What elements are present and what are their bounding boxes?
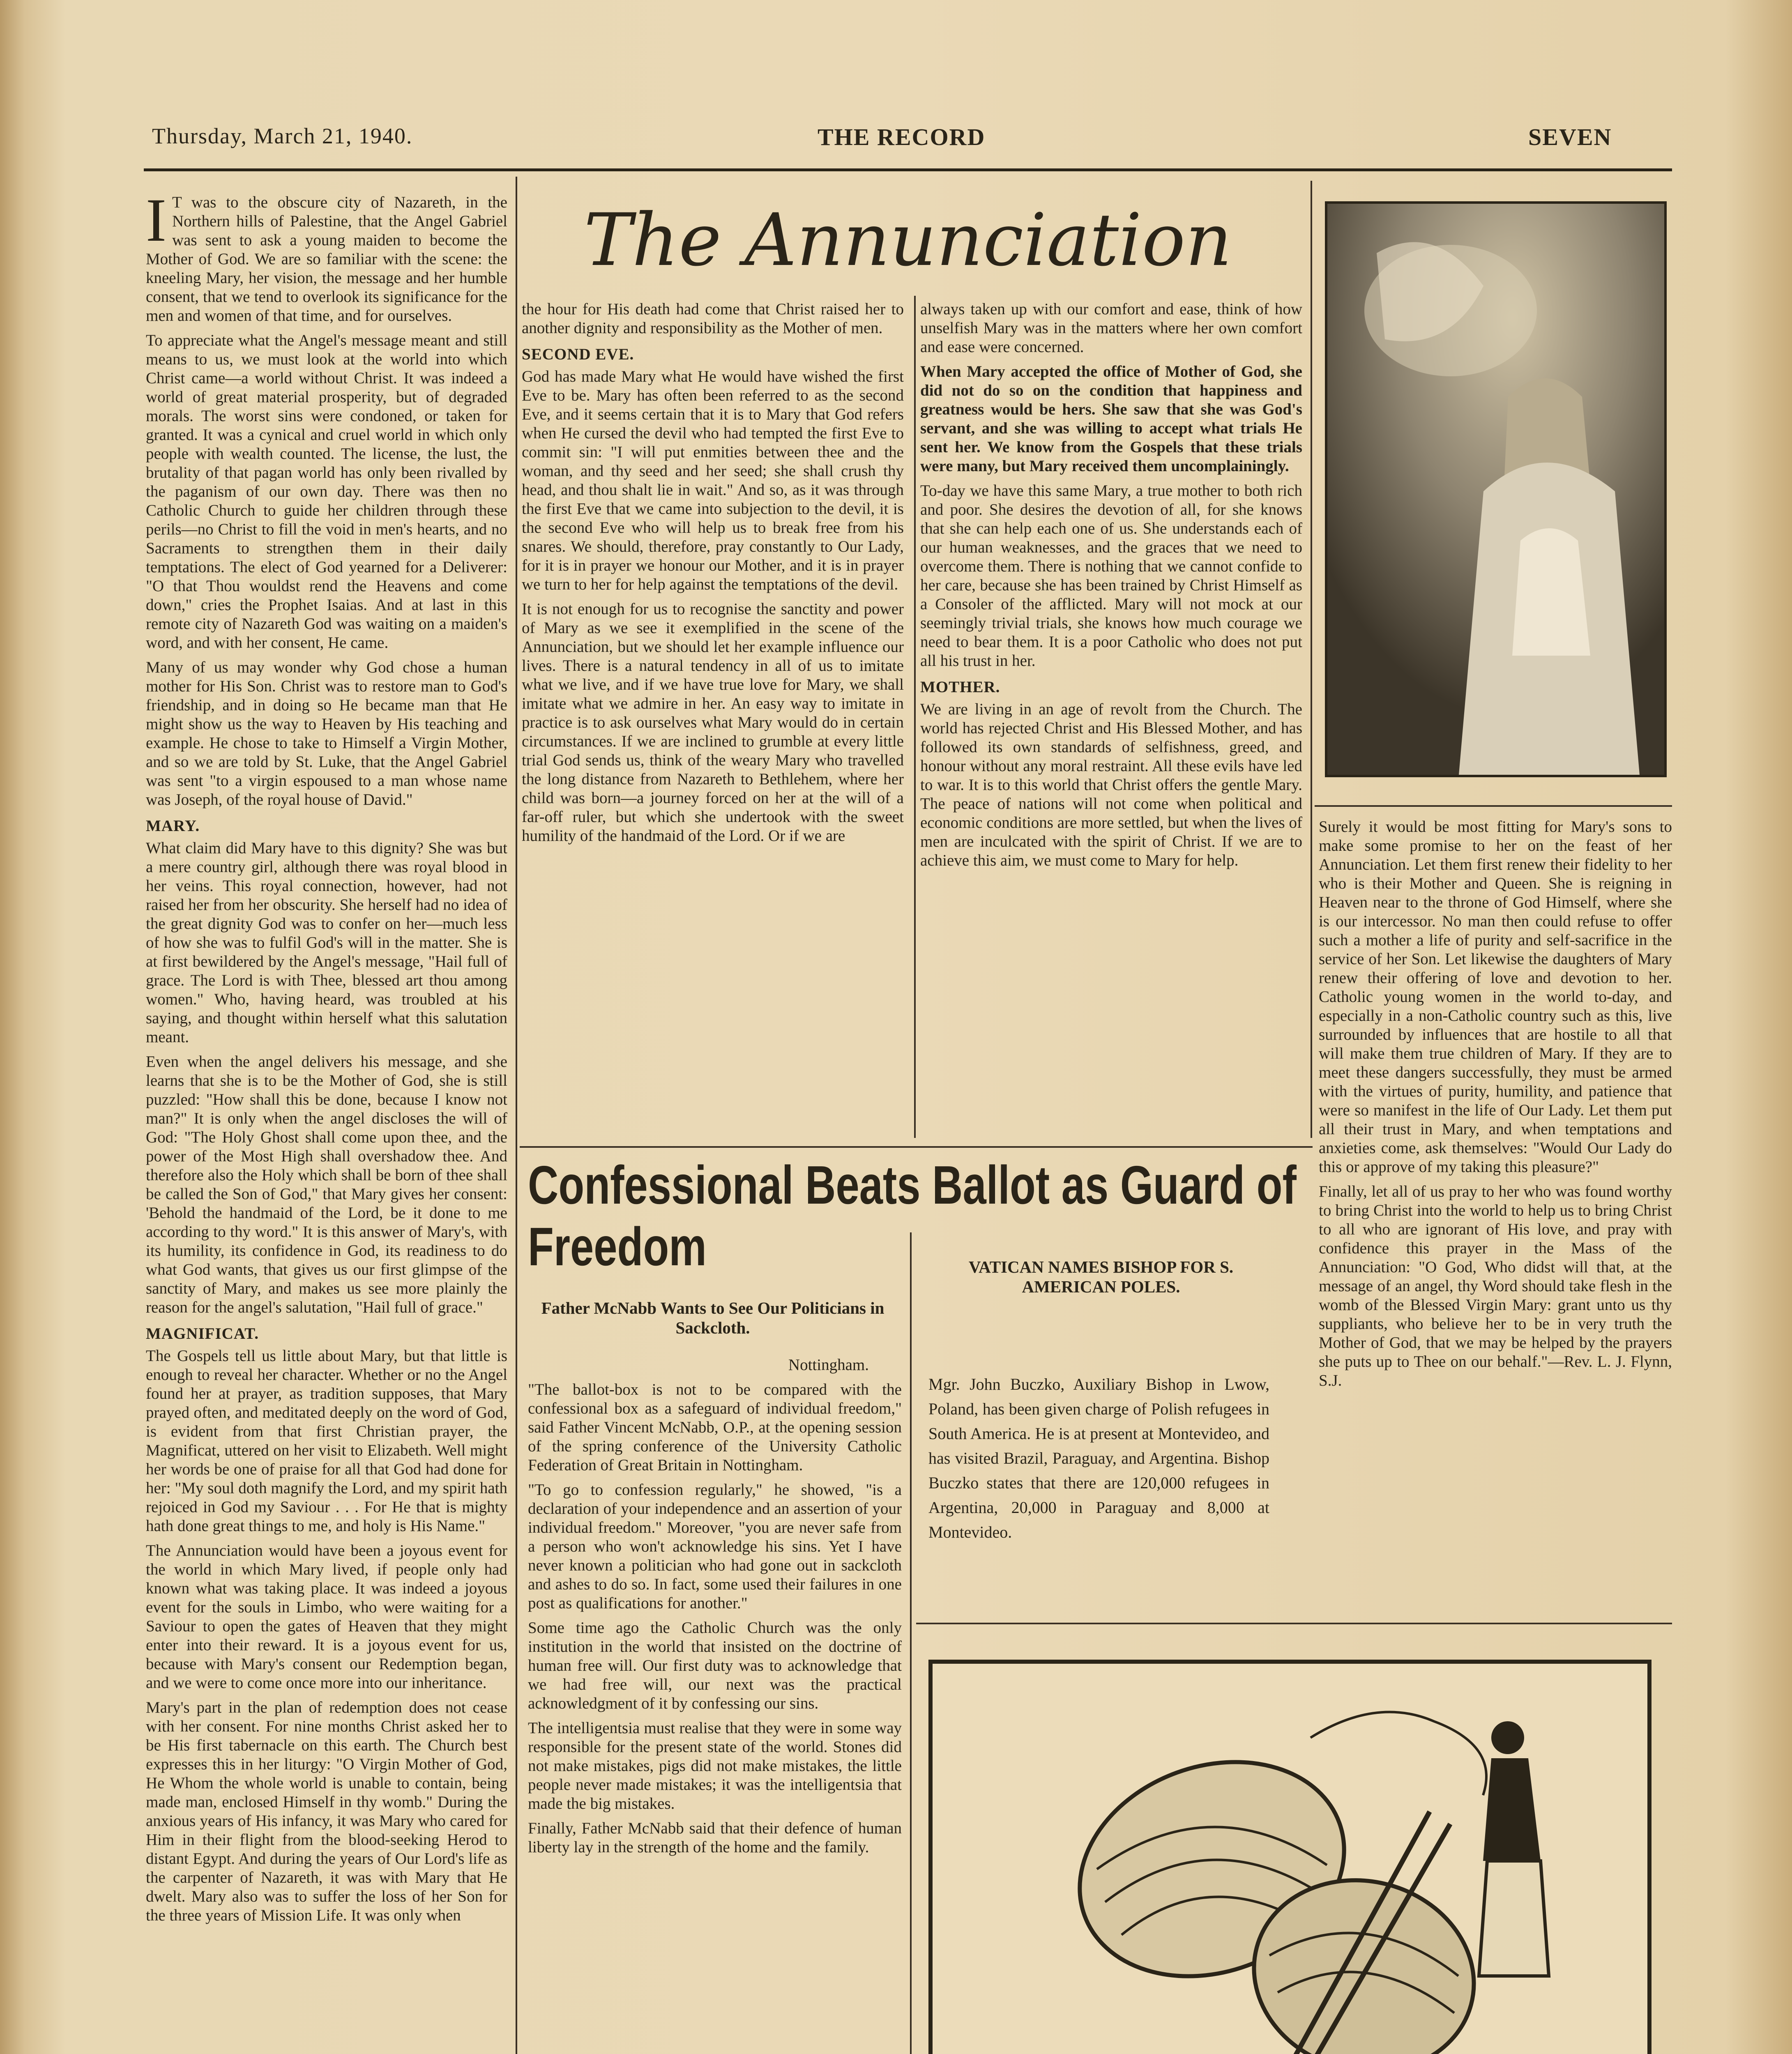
annunciation-column-4: [1319, 817, 1672, 1623]
paragraph: What claim did Mary have to this dignity? She was but a mere country girl, although there was royal blood in her veins. This royal connection, however, had not raised her from her obscurity. She herself had no idea of the great dignity God was to confer on her—much less of how she was to fulfil God's will in the matter. She is at first bewildered by the Angel's message, "Hail full of grace. The Lord is with Thee, blessed art thou among women." Who, having heard, was troubled at his saying, and thought within herself what this salutation meant.: [146, 839, 507, 1046]
headline-confessional: Confessional Beats Ballot as Guard of Freedom: [528, 1155, 1297, 1277]
vatican-article: [928, 1372, 1269, 1619]
annunciation-illustration: [1325, 201, 1667, 777]
column-rule: [1311, 181, 1312, 1138]
paragraph: the hour for His death had come that Christ raised her to another dignity and responsibility as the Mother of men.: [522, 300, 904, 337]
page-number: SEVEN: [1528, 124, 1612, 150]
column-rule: [516, 177, 517, 2054]
paragraph-bold: When Mary accepted the office of Mother of God, she did not do so on the condition that happiness and greatness would be hers. She saw that she was God's servant, and she was willing to accept what trials He sent her. We know from the Gospels that these trials were many, but Mary received them uncomplainingly.: [920, 363, 1302, 475]
paragraph: To-day we have this same Mary, a true mother to both rich and poor. She desires the devotion of all, for she knows that she can help each one of us. She understands each of our human weaknesses, and the graces that we need to overcome them. There is nothing that we cannot confide to her care, because she has been trained by Christ Himself as a Consoler of the afflicted. Mary will not mock at our seemingly trivial trials, she knows how much courage we need to bear them. It is a poor Catholic who does not put all his trust in her.: [920, 482, 1302, 670]
annunciation-image: [1327, 204, 1664, 775]
annunciation-column-2: [522, 300, 904, 1138]
paragraph: It is not enough for us to recognise the sanctity and power of Mary as we see it exemplified in the scene of the Annunciation, but we should let her example influence our lives. There is a natural tendency in all of us to imitate what we live, and if we have true love for Mary, we shall imitate what we admire in her. An easy way to imitate in practice is to ask ourselves what Mary would do in certain circumstances. If we are inclined to grumble at every little trial God sends us, think of the weary Mary who travelled the long distance from Nazareth to Bethlehem, where her child was born—a journey forced on her at the will of a far-off ruler, but which she undertook with the sweet humility of the handmaid of the Lord. Or if we are: [522, 600, 904, 845]
yarn-illustration: [1015, 1688, 1582, 2054]
issue-date: Thursday, March 21, 1940.: [152, 124, 413, 148]
paragraph: To appreciate what the Angel's message meant and still means to us, we must look at the world into which Christ came—a world without Christ. It was indeed a world of great material prosperity, but of degraded morals. The worst sins were condoned, or taken for granted. It was a cynical and cruel world in which only people with wealth counted. The license, the lust, the brutality of that pagan world has only been rivalled by the paganism of our own day. There was then no Catholic Church to guide her children through these perils—no Christ to fill the void in men's hearts, and no Sacraments to strengthen them in their daily temptations. The elect of God yearned for a Deliverer: "O that Thou wouldst rend the Heavens and come down," cries the Prophet Isaias. And at last in this remote city of Nazareth God was waiting on a maiden's word, and with her consent, He came.: [146, 332, 507, 652]
section-rule: [916, 1623, 1672, 1624]
paragraph: Even when the angel delivers his message, and she learns that she is to be the Mother of God, she is still puzzled: "How shall this be done, because I know not man?" It is only when the angel discloses the will of God: "The Holy Ghost shall come upon thee, and the power of the Most High shall overshadow thee. And therefore also the Holy which shall be born of thee shall be called the Son of God," that Mary gives her consent: 'Behold the handmaid of the Lord, be it done to me according to thy word." It is this answer of Mary's, with its humility, its confidence in God, its readiness to do what God wants, that gives us our first glimpse of the sanctity of Mary, and makes us see more plainly the reason for the angel's salutation, "Hail full of grace.": [146, 1053, 507, 1316]
paragraph: "To go to confession regularly," he showed, "is a declaration of your independence and an assertion of your individual freedom." Moreover, "you are never safe from a person who won't acknowledge his sins. Yet I have never known a politician who had gone out in sackcloth and ashes to do so. In fact, some used their failures in one post as qualifications for another.": [528, 1481, 902, 1612]
confessional-article: [528, 1356, 902, 2054]
paragraph: always taken up with our comfort and ease, think of how unselfish Mary was in the matters where her own comfort and ease were concerned.: [920, 300, 1302, 356]
annunciation-column-1: [146, 193, 507, 2054]
section-rule: [520, 1146, 1313, 1148]
paragraph: Many of us may wonder why God chose a human mother for His Son. Christ was to restore man to God's friendship, and in doing so He became man that He might show us the way to Heaven by His teaching and example. He chose to take to Himself a Virgin Mother, and so we are told by St. Luke, that the Angel Gabriel was sent "to a virgin espoused to a man whose name was Joseph, of the royal house of David.": [146, 659, 507, 808]
paragraph: The intelligentsia must realise that they were in some way responsible for the present state of the world. Stones did not make mistakes, pigs did not make mistakes, the little people never made mistakes; it was the intelligentsia that made the big mistakes.: [528, 1719, 902, 1812]
paragraph: Finally, Father McNabb said that their defence of human liberty lay in the strength of the home and the family.: [528, 1819, 902, 1856]
paragraph: T was to the obscure city of Nazareth, in the Northern hills of Palestine, that the Angel Gabriel was sent to ask a young maiden to become the Mother of God. We are so familiar with the scene: the kneeling Mary, her vision, the message and her humble consent, that we tend to overlook its significance for the men and women of that time, and for ourselves.: [146, 193, 507, 325]
aherns-advertisement: [928, 1660, 1651, 2054]
paragraph: We are living in an age of revolt from the Church. The world has rejected Christ and His Blessed Mother, and has followed its own standards of selfishness, greed, and honour without any moral restraint. All these evils have led to war. It is to this world that Christ offers the gentle Mary. The peace of nations will not come when political and economic conditions are more settled, but when the lives of men are inculcated with the spirit of Christ. If we are to achieve this aim, we must come to Mary for help.: [920, 700, 1302, 869]
paragraph: Mary's part in the plan of redemption does not cease with her consent. For nine months Christ asked her to be His first tabernacle on this earth. The Church best expresses this in her liturgy: "O Virgin Mother of God, He Whom the whole world is unable to contain, being made man, enclosed Himself in thy womb." During the anxious years of His infancy, it was Mary who cared for Him in their flight from the blood-seeking Herod to distant Egypt. And during the years of Our Lord's life as the carpenter of Nazareth, it was with Mary that He dwelt. Mary also was to suffer the loss of her Son for the three years of Mission Life. It was only when: [146, 1699, 507, 1924]
paragraph: The Gospels tell us little about Mary, but that little is enough to reveal her character. Whether or no the Angel found her at prayer, as tradition supposes, that Mary prayed often, and meditated deeply on the word of God, is evident from that first Christian prayer, the Magnificat, uttered on her visit to Elizabeth. Well might her words be one of praise for all that God had done for her: "My soul doth magnify the Lord, and my spirit hath rejoiced in God my Saviour . . . For He that is mighty hath done great things to me, and holy is His Name.": [146, 1347, 507, 1535]
dropcap: I: [146, 193, 166, 254]
subheading-mary: MARY.: [146, 817, 200, 835]
column-rule: [910, 1232, 912, 2054]
subheading-second-eve: SECOND EVE.: [522, 345, 634, 363]
subheading-mother: MOTHER.: [920, 678, 1000, 696]
column-rule: [914, 296, 916, 1138]
subheading-magnificat: MAGNIFICAT.: [146, 1325, 259, 1342]
paragraph: Finally, let all of us pray to her who was found worthy to bring Christ into the world to help us to bring Christ to all who are ignorant of His love, and pray with confidence this prayer in the Mass of the Annunciation: "O God, Who didst will that, at the message of an angel, thy Word should take flesh in the womb of the Blessed Virgin Mary: grant unto us thy suppliants, who believe her to be in very truth the Mother of God, that we may be helped by the prayers she puts up to Thee on our behalf."—Rev. L. J. Flynn, S.J.: [1319, 1183, 1672, 1389]
article-title-annunciation: The Annunciation: [584, 198, 1232, 282]
header-rule: [144, 168, 1672, 171]
headline-vatican: VATICAN NAMES BISHOP FOR S. AMERICAN POLES.: [968, 1257, 1234, 1296]
paragraph: The Annunciation would have been a joyous event for the world in which Mary lived, if people only had known what was taking place. It was indeed a joyous event for the souls in Limbo, who were waiting for a Saviour to open the gates of Heaven that they might enter into their reward. It is a joyous event for us, because with Mary's consent our Redemption began, and we were to come once more into our inheritance.: [146, 1542, 507, 1692]
annunciation-column-3: [920, 300, 1302, 1138]
paragraph: Mgr. John Buczko, Auxiliary Bishop in Lwow, Poland, has been given charge of Polish refugees in South America. He is at present at Montevideo, and has visited Brazil, Paraguay, and Argentina. Bishop Buczko states that there are 120,000 refugees in Argentina, 20,000 in Paraguay and 8,000 at Montevideo.: [928, 1375, 1269, 1541]
dateline: Nottingham.: [788, 1356, 869, 1374]
paragraph: Some time ago the Catholic Church was the only institution in the world that insisted on the doctrine of human free will. Our first duty was to acknowledge that we had free will, our next was the practical acknowledgment of it by confessing our sins.: [528, 1619, 902, 1712]
paragraph: "The ballot-box is not to be compared with the confessional box as a safeguard of individual freedom," said Father Vincent McNabb, O.P., at the opening session of the spring conference of the University Catholic Federation of Great Britain in Nottingham.: [528, 1381, 902, 1474]
paragraph: Surely it would be most fitting for Mary's sons to make some promise to her on the feast of her Annunciation. Let them first renew their fidelity to her who is their Mother and Queen. She is reigning in Heaven near to the throne of God Himself, where she is our intercessor. No man then could refuse to offer such a mother a life of purity and self-sacrifice in the service of her Son. Let likewise the daughters of Mary renew their offering of love and devotion to her. Catholic young women in the world to-day, and especially in a non-Catholic country such as this, live surrounded by influences that are hostile to all that will make them true children of Mary. If they are to meet these dangers successfully, they must be armed with the virtues of purity, humility, and patience that were so manifest in the life of Our Lady. Let them put all their trust in Mary, and when temptations and anxieties come, ask themselves: "Would Our Lady do this or approve of my taking this pleasure?": [1319, 818, 1672, 1176]
paper-name: THE RECORD: [818, 124, 986, 150]
section-rule: [1315, 805, 1672, 807]
subheadline-confessional: Father McNabb Wants to See Our Politicians in Sackcloth.: [541, 1299, 884, 1337]
paragraph: God has made Mary what He would have wished the first Eve to be. Mary has often been referred to as the second Eve, and it seems certain that it is to Mary that God refers when He cursed the devil who had tempted the first Eve to commit sin: "I will put enmities between thee and the woman, and thy seed and her seed; she shall crush thy head, and thou shalt lie in wait." And so, as it was through the first Eve that we came into subjection to the devil, it is the second Eve who will help us to break free from his snares. We should, therefore, pray constantly to Our Lady, for it is in prayer we honour our Mother, and it is in prayer we turn to her for help against the temptations of the devil.: [522, 368, 904, 593]
